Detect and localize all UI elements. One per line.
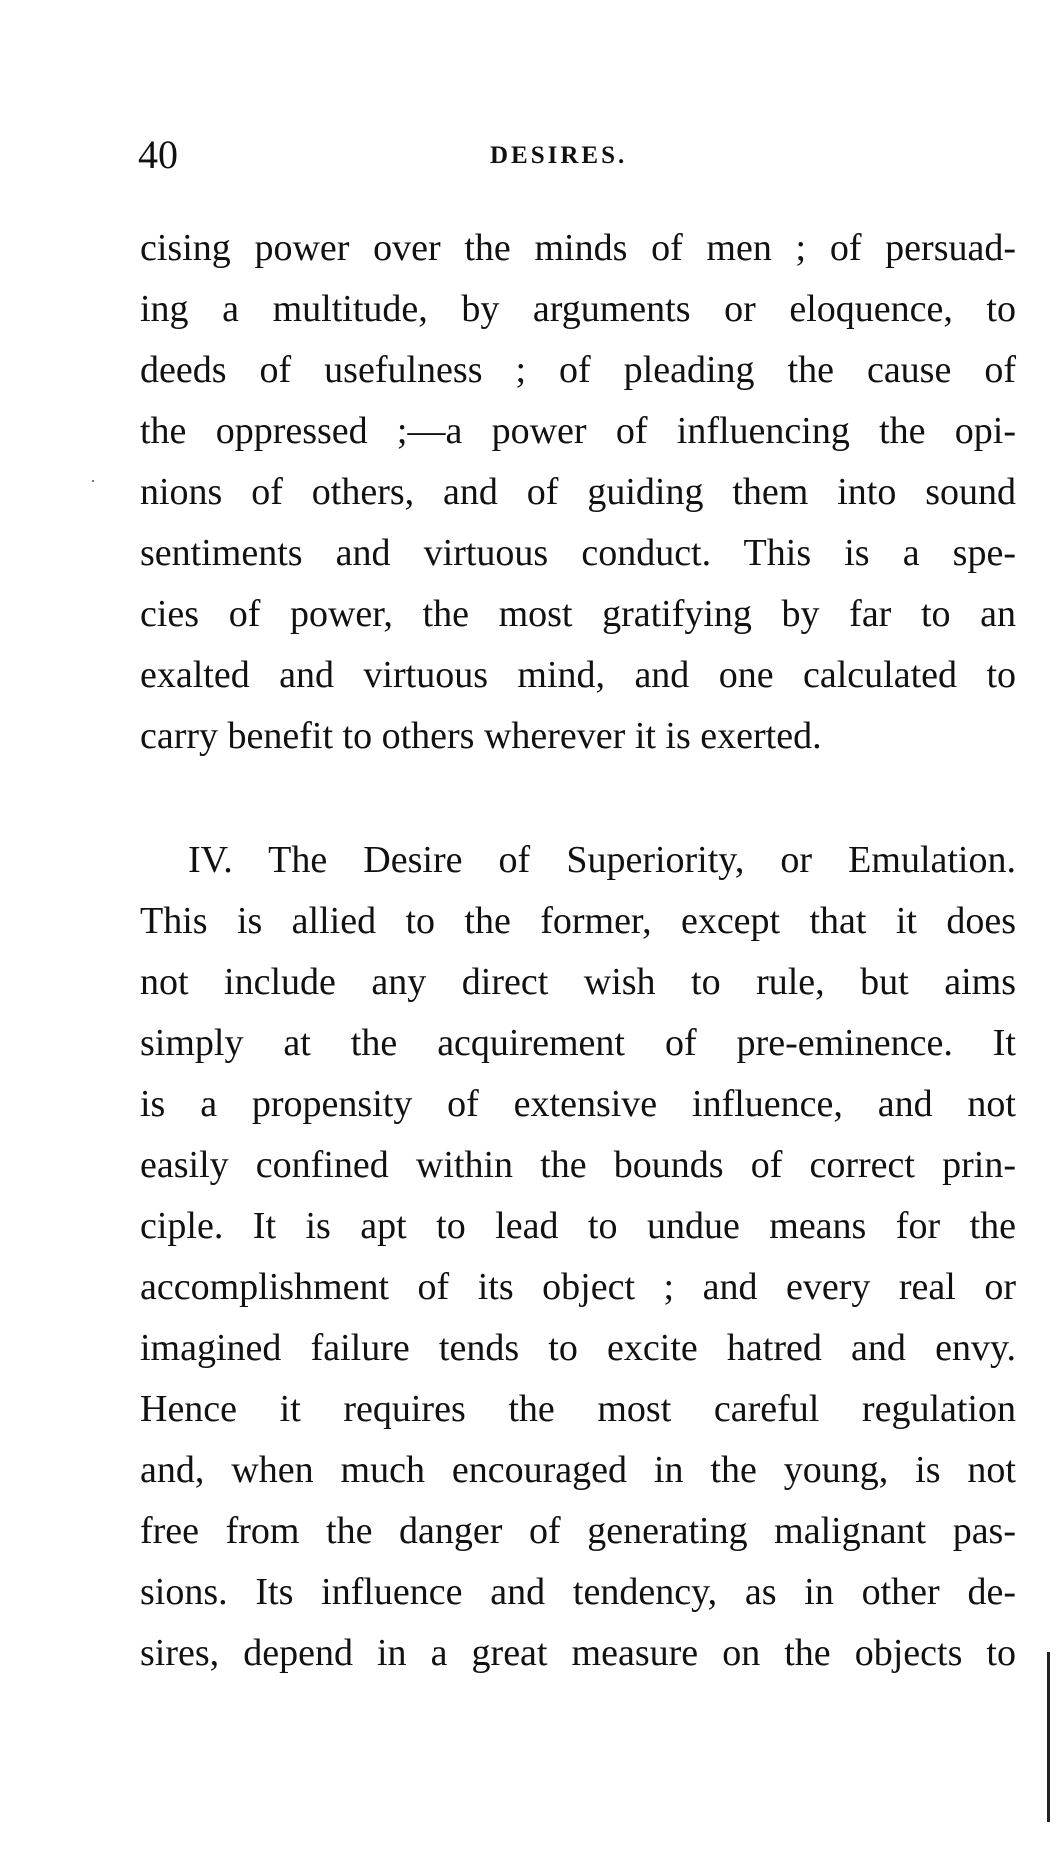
text-line: easily confined within the bounds of correct prin- [140, 1144, 1016, 1186]
text-line: ciple. It is apt to lead to undue means for the [140, 1205, 1016, 1247]
text-line: and, when much encouraged in the young, is not [140, 1449, 1016, 1491]
running-head-title: DESIRES. [490, 142, 628, 169]
text-line: deeds of usefulness ; of pleading the cause of [140, 349, 1016, 391]
text-line: This is allied to the former, except that it does [140, 900, 1016, 942]
text-line: not include any direct wish to rule, but aims [140, 961, 1016, 1003]
text-line: sentiments and virtuous conduct. This is a spe- [140, 532, 1016, 574]
text-line: exalted and virtuous mind, and one calculated to [140, 654, 1016, 696]
paragraph-continuation [140, 218, 1016, 767]
text-line: sires, depend in a great measure on the objects to [140, 1632, 1016, 1674]
text-line: nions of others, and of guiding them into sound [140, 471, 1016, 513]
text-line: simply at the acquirement of pre-eminence. It [140, 1022, 1016, 1064]
text-line: imagined failure tends to excite hatred and envy. [140, 1327, 1016, 1369]
running-head [138, 132, 1018, 178]
text-line: the oppressed ;—a power of influencing the opi- [140, 410, 1016, 452]
section-heading-line: IV. The Desire of Superiority, or Emulation. [188, 839, 1016, 881]
text-line: ing a multitude, by arguments or eloquence, to [140, 288, 1016, 330]
text-line: carry benefit to others wherever it is exerted. [140, 715, 822, 757]
text-line: cising power over the minds of men ; of persuad- [140, 227, 1016, 269]
ink-speck [92, 480, 94, 482]
page-number: 40 [138, 132, 178, 177]
text-line: cies of power, the most gratifying by far to an [140, 593, 1016, 635]
text-line: free from the danger of generating malignant pas- [140, 1510, 1016, 1552]
text-line: Hence it requires the most careful regulation [140, 1388, 1016, 1430]
page-edge-mark [1047, 1652, 1050, 1822]
paragraph-emulation [140, 830, 1016, 1684]
text-line: accomplishment of its object ; and every real or [140, 1266, 1016, 1308]
text-line: sions. Its influence and tendency, as in other de- [140, 1571, 1016, 1613]
text-line: is a propensity of extensive influence, and not [140, 1083, 1016, 1125]
